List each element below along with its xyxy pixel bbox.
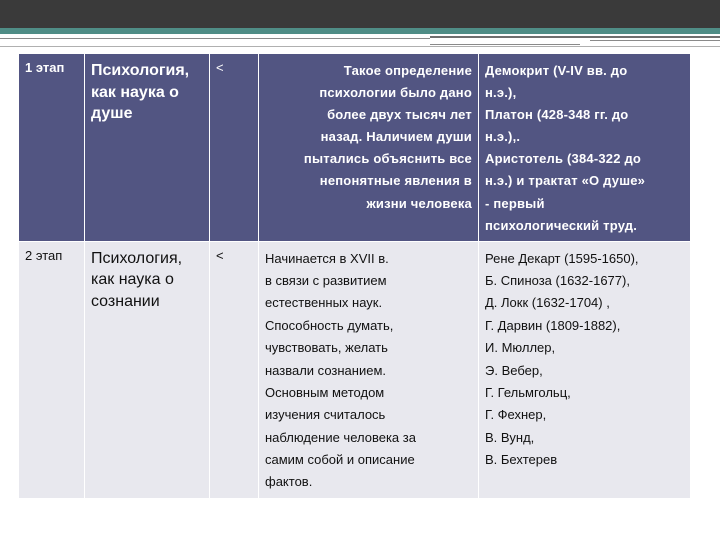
table-row — [19, 241, 691, 498]
table-row — [19, 54, 691, 242]
mark-cell: < — [210, 54, 259, 242]
decor-line — [0, 38, 430, 39]
decor-line — [430, 36, 720, 38]
description-cell: Начинается в XVII в. в связи с развитием естественных наук. Способность думать, чувствовать, желать назвали сознанием. Основным методом изучения считалось наблюдение человека за самим собой и описание фактов. — [259, 241, 479, 498]
decor-line — [430, 44, 580, 45]
stage-name-cell: Психология, как наука о сознании — [85, 241, 210, 498]
decor-line — [590, 40, 720, 41]
representatives-cell: Демокрит (V-IV вв. до н.э.), Платон (428-348 гг. до н.э.),. Аристотель (384-322 до н.э.) и трактат «О душе» - первый психологический труд. — [479, 54, 691, 242]
decor-line — [0, 46, 720, 47]
description-cell: Такое определение психологии было дано более двух тысяч лет назад. Наличием души пытались объяснить все непонятные явления в жизни человека — [259, 54, 479, 242]
mark-cell: < — [210, 241, 259, 498]
stage-cell: 2 этап — [19, 241, 85, 498]
stage-name-cell: Психология, как наука о душе — [85, 54, 210, 242]
psychology-stages-table — [18, 53, 691, 499]
slide-accent-bar — [0, 28, 720, 34]
slide-top-bar — [0, 0, 720, 28]
stage-cell: 1 этап — [19, 54, 85, 242]
representatives-cell: Рене Декарт (1595-1650), Б. Спиноза (1632-1677), Д. Локк (1632-1704) , Г. Дарвин (1809-1882), И. Мюллер, Э. Вебер, Г. Гельмгольц, Г. Фехнер, В. Вунд, В. Бехтерев — [479, 241, 691, 498]
